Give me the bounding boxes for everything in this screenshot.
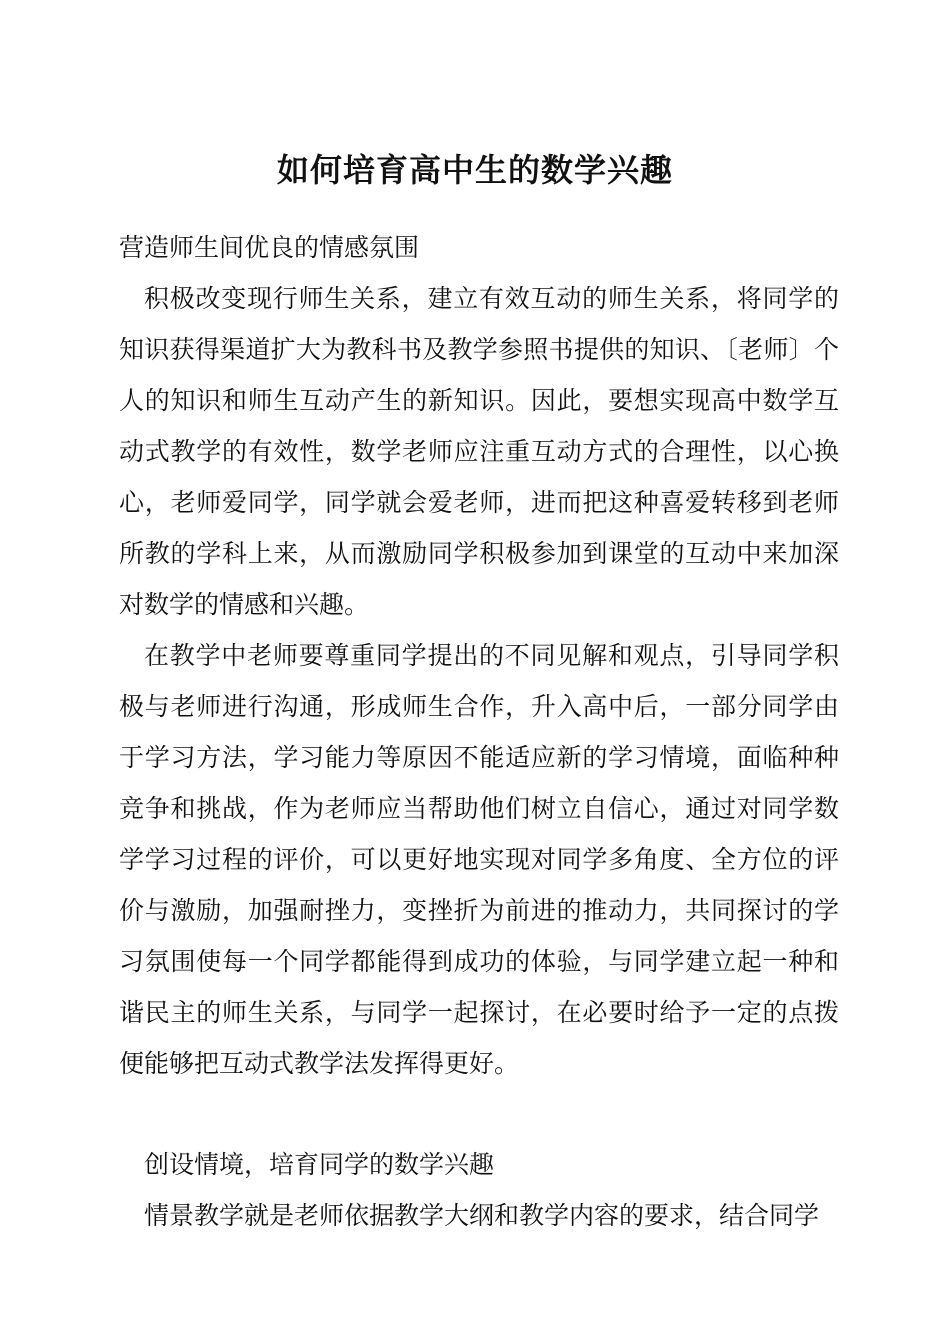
- paragraph-spacer: [119, 1089, 839, 1139]
- body-paragraph: 积极改变现行师生关系，建立有效互动的师生关系，将同学的知识获得渠道扩大为教科书及教学参照书提供的知识、〔老师〕个人的知识和师生互动产生的新知识。因此，要想实现高中数学互动式教学的有效性，数学老师应注重互动方式的合理性，以心换心，老师爱同学，同学就会爱老师，进而把这种喜爱转移到老师所教的学科上来，从而激励同学积极参加到课堂的互动中来加深对数学的情感和兴趣。: [119, 284, 839, 619]
- section-heading: 营造师生间优良的情感氛围: [119, 233, 420, 262]
- document-body: [119, 222, 839, 1241]
- body-paragraph: 情景教学就是老师依据教学大纲和教学内容的要求，结合同学: [144, 1201, 820, 1230]
- section-heading: 创设情境，培育同学的数学兴趣: [144, 1150, 495, 1179]
- body-paragraph: 在教学中老师要尊重同学提出的不同见解和观点，引导同学积极与老师进行沟通，形成师生合作，升入高中后，一部分同学由于学习方法，学习能力等原因不能适应新的学习情境，面临种种竞争和挑战，作为老师应当帮助他们树立自信心，通过对同学数学学习过程的评价，可以更好地实现对同学多角度、全方位的评价与激励，加强耐挫力，变挫折为前进的推动力，共同探讨的学习氛围使每一个同学都能得到成功的体验，与同学建立起一种和谐民主的师生关系，与同学一起探讨，在必要时给予一定的点拨便能够把互动式教学法发挥得更好。: [119, 641, 839, 1078]
- document-title: 如何培育高中生的数学兴趣: [276, 151, 673, 189]
